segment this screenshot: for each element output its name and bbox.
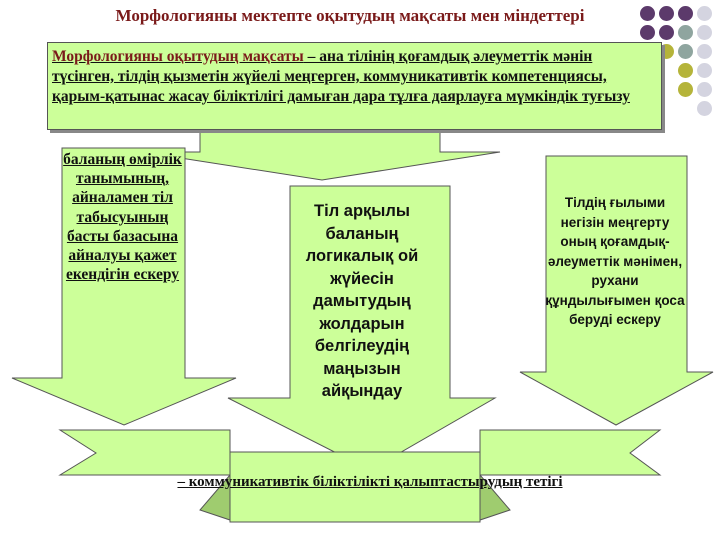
result-ribbon-back (60, 430, 230, 475)
task-text-middle: Тіл арқылы баланың логикалық ой жүйесін дамытудың жолдарын белгілеудің маңызын айқындау (305, 202, 419, 400)
goal-highlight: Морфологияны оқытудың мақсаты (52, 48, 304, 65)
goal-box (47, 42, 662, 130)
goal-text (52, 47, 657, 107)
goal-arrow (142, 128, 500, 180)
result-ribbon-back (480, 430, 660, 475)
task-text-right: Тілдің ғылыми негізін меңгерту оның қоғамдық-әлеуметтік мәнімен, рухани құндылығымен қоса беруді ескеру (545, 195, 685, 327)
slide-title: Морфологияны мектепте оқытудың мақсаты мен міндеттері (115, 6, 585, 25)
result-text: – коммуникативтік біліктілікті қалыптастырудың тетігі (177, 474, 563, 490)
goal-description: – ана тілінің қоғамдық әлеуметтік мәнін түсінген, тілдің қызметін жүйелі меңгерген, коммуникативтік компетенциясы, қарым-қатынас жасау біліктілігі дамыған дара тұлға даярлауға мүмкіндік туғызу (52, 48, 630, 105)
task-text-left: баланың өмірлік танымының, айналамен тіл табысуының басты базасына айналуы қажет екендігін ескеру (63, 151, 182, 284)
